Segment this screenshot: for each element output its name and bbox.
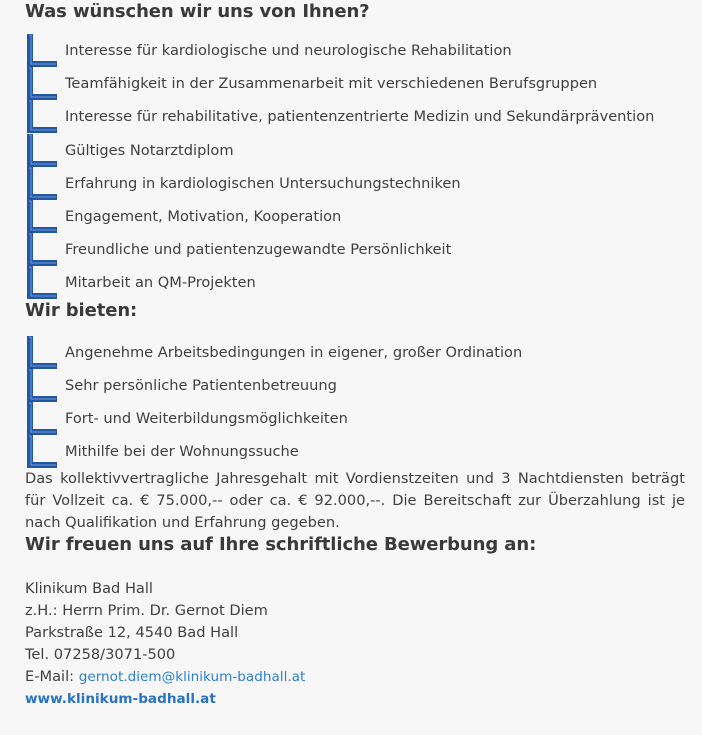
l-bracket-bullet-icon [25,402,57,435]
list-item-text: Interesse für rehabilitative, patientenzentrierte Medizin und Sekundärprävention [65,108,655,126]
list-item-text: Freundliche und patientenzugewandte Persönlichkeit [65,241,452,259]
list-item [25,100,702,133]
list-item-text: Fort- und Weiterbildungsmöglichkeiten [65,409,348,427]
list-item-text: Angenehme Arbeitsbedingungen in eigener, großer Ordination [65,343,523,361]
requirements-list [25,34,702,300]
address-line: Tel. 07258/3071-500 [25,646,176,664]
l-bracket-bullet-icon [25,266,57,299]
website-link[interactable]: www.klinikum-badhall.at [25,691,216,708]
list-item-text: Interesse für kardiologische und neurologische Rehabilitation [65,42,512,60]
l-bracket-bullet-icon [25,435,57,468]
email-label: E-Mail: [25,668,75,686]
l-bracket-bullet-icon [25,369,57,402]
list-item-text: Gültiges Notarztdiplom [65,141,234,159]
l-bracket-bullet-icon [25,34,57,67]
list-item-text: Engagement, Motivation, Kooperation [65,208,342,226]
list-item [25,200,702,233]
l-bracket-bullet-icon [25,336,57,369]
l-bracket-bullet-icon [25,167,57,200]
l-bracket-bullet-icon [25,100,57,133]
list-item [25,233,702,266]
salary-paragraph: Das kollektivvertragliche Jahresgehalt mit Vordienstzeiten und 3 Nachtdiensten beträgt für Vollzeit ca. € 75.000,-- oder ca. € 92.000,--. Die Bereitschaft zur Überzahlung ist je nach Qualifikation und Erfahrung gegeben. [25,470,685,532]
email-link[interactable]: gernot.diem@klinikum-badhall.at [78,669,306,686]
contact-address [25,578,702,710]
list-item-text: Mithilfe bei der Wohnungssuche [65,443,299,461]
list-item [25,435,702,468]
section-title-offer: Wir bieten: [25,299,138,321]
l-bracket-bullet-icon [25,233,57,266]
list-item [25,167,702,200]
section-title-requirements: Was wünschen wir uns von Ihnen? [25,1,370,22]
l-bracket-bullet-icon [25,134,57,167]
l-bracket-bullet-icon [25,200,57,233]
list-item-text: Sehr persönliche Patientenbetreuung [65,376,337,394]
list-item-text: Teamfähigkeit in der Zusammenarbeit mit verschiedenen Berufsgruppen [65,75,598,93]
list-item [25,402,702,435]
address-line: z.H.: Herrn Prim. Dr. Gernot Diem [25,602,268,620]
list-item [25,336,702,369]
website-line [25,688,702,710]
list-item [25,134,702,167]
list-item-text: Mitarbeit an QM-Projekten [65,274,256,292]
list-item [25,266,702,299]
list-item-text: Erfahrung in kardiologischen Untersuchungstechniken [65,174,461,192]
section-title-application: Wir freuen uns auf Ihre schriftliche Bewerbung an: [25,534,537,556]
address-line: Parkstraße 12, 4540 Bad Hall [25,624,239,642]
list-item [25,34,702,67]
l-bracket-bullet-icon [25,67,57,100]
offer-list [25,336,702,469]
email-line [25,666,702,688]
address-line: Klinikum Bad Hall [25,580,153,598]
list-item [25,369,702,402]
list-item [25,67,702,100]
